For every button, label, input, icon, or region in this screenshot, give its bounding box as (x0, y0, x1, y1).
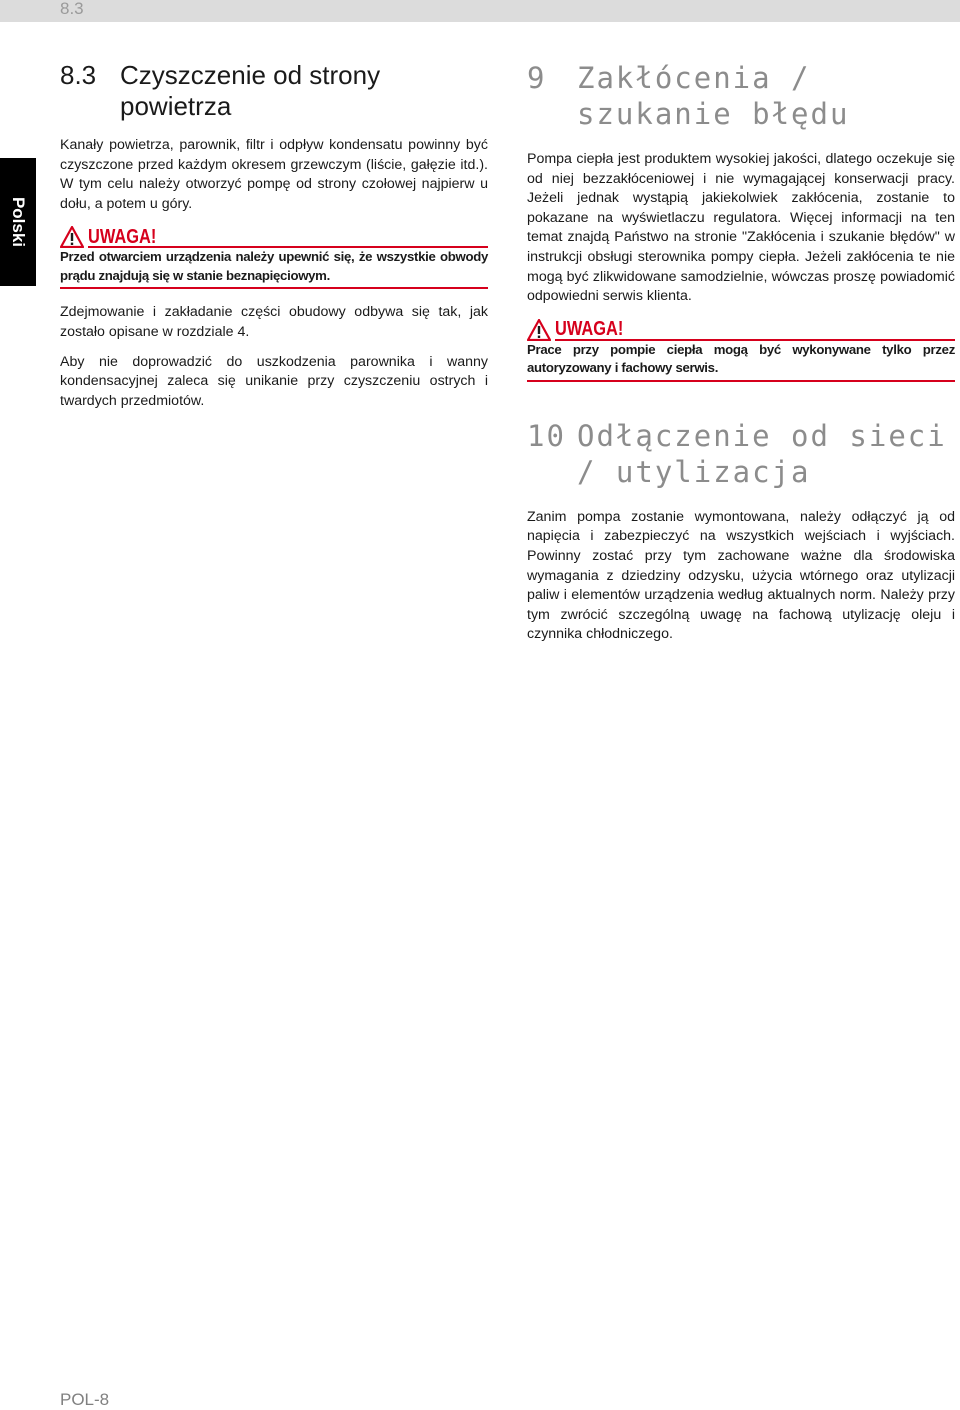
section-number: 9 (527, 61, 547, 95)
section-title: Odłączenie od sieci / utylizacja (577, 418, 947, 489)
left-column (60, 60, 488, 421)
warning-divider-bottom (527, 380, 955, 382)
warning-box (527, 317, 955, 382)
language-tab-label: Polski (9, 196, 28, 248)
header-section-number: 8.3 (60, 0, 84, 18)
section-title: Czyszczenie od strony powietrza (120, 60, 381, 121)
paragraph: Pompa ciepła jest produktem wysokiej jakości, dlatego oczekuje się od niej bezzakłóceniowej i nie wymagającej konserwacji pracy. Jeżeli jednak wystąpią jakiekolwiek zakłócenia, zostanie to pokazane na wyświetlaczu regulatora. Więcej informacji na ten temat znajdą Państwo na stronie "Zakłócenia i szukanie błędów" w instrukcji obsługi sterownika pompy ciepła. Jeżeli zakłócenia te nie mogą być zlikwidowane samodzielnie, wówczas proszę powiadomić odpowiedni serwis klienta. (527, 151, 955, 305)
warning-triangle-icon (527, 319, 551, 341)
page-number: POL-8 (60, 1390, 110, 1409)
paragraph: Zanim pompa zostanie wymontowana, należy odłączyć ją od napięcia i zabezpieczyć na wszystkich wejściach i wyjściach. Powinny zostać przy tym zachowane ważne dla środowiska wymagania z dziedziny odzysku, użycia wtórnego oraz utylizacji paliw i elementów urządzenia według aktualnych norm. Należy przy tym zwrócić szczególną uwagę na fachową utylizację oleju i czynnika chłodniczego. (527, 508, 955, 643)
warning-title: UWAGA! (555, 318, 624, 341)
warning-triangle-icon (60, 226, 84, 248)
section-9-heading (527, 60, 955, 132)
section-8-3-heading (60, 60, 488, 122)
header-bar (0, 0, 960, 22)
warning-divider-bottom (60, 287, 488, 289)
paragraph: Zdejmowanie i zakładanie części obudowy odbywa się tak, jak zostało opisane w rozdziale 4. (60, 304, 488, 340)
section-number: 8.3 (60, 60, 97, 90)
warning-text: Przed otwarciem urządzenia należy upewnić się, że wszystkie obwody prądu znajdują się w stanie beznapięciowym. (60, 249, 488, 283)
warning-box (60, 224, 488, 289)
warning-title: UWAGA! (88, 225, 157, 248)
section-title: Zakłócenia / szukanie błędu (577, 61, 850, 131)
paragraph: Kanały powietrza, parownik, filtr i odpływ kondensatu powinny być czyszczone przed każdym okresem grzewczym (liście, gałęzie itd.). W tym celu należy otworzyć pompę od strony czołowej najpierw u dołu, a potem u góry. (60, 137, 488, 212)
warning-text: Prace przy pompie ciepła mogą być wykonywane tylko przez autoryzowany i fachowy serwis. (527, 341, 955, 376)
section-number: 10 (527, 418, 566, 453)
paragraph: Aby nie doprowadzić do uszkodzenia parownika i wanny kondensacyjnej zaleca się unikanie przy czyszczeniu ostrych i twardych przedmiotów. (60, 353, 488, 409)
section-10-heading (527, 418, 955, 490)
right-column (527, 60, 955, 655)
language-tab (0, 158, 36, 286)
